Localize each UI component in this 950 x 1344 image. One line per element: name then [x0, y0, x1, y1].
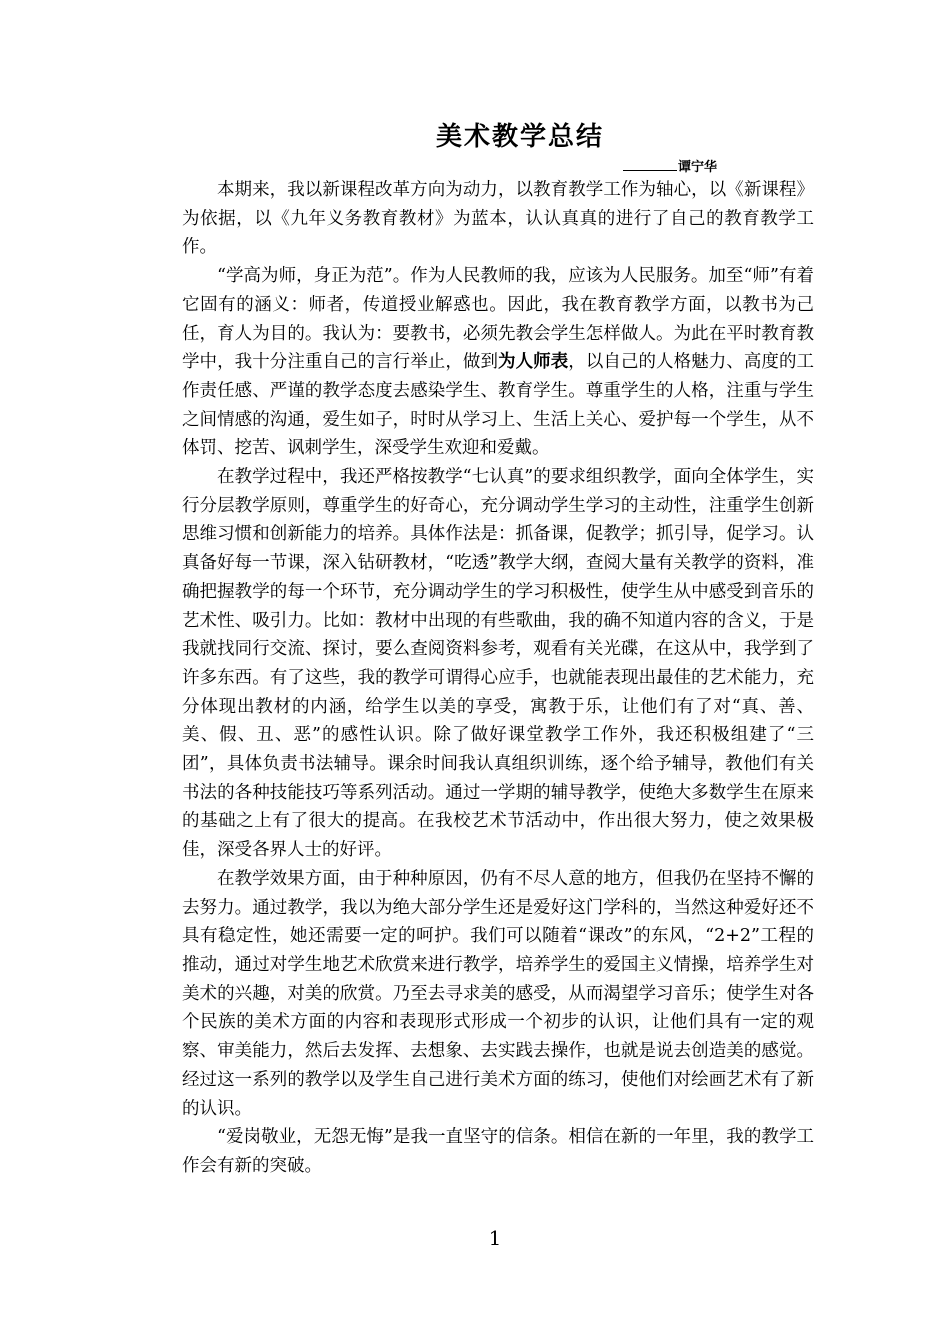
- page-number: 1: [488, 1226, 502, 1250]
- paragraph-2-part-1: “学高为师，身正为范”。作为人民教师的我，应该为人民服务。加至“师”有着它固有的涵义：师者，传道授业解惑也。因此，我在教育教学方面，以教书为己任，育人为目的。我认为：要教书，必须先教会学生怎样做人。为此在平时教育教学中，我十分注重自己的言行举止，做到: [182, 266, 814, 373]
- paragraph-1: 本期来，我以新课程改革方向为动力，以教育教学工作为轴心，以《新课程》为依据，以《九年义务教育教材》为蓝本，认认真真的进行了自己的教育教学工作。: [182, 180, 814, 258]
- document-title: 美术教学总结: [435, 122, 604, 152]
- author-name: 谭宁华: [678, 160, 718, 175]
- paragraph-4: 在教学效果方面，由于种种原因，仍有不尽人意的地方，但我仍在坚持不懈的去努力。通过教学，我以为绝大部分学生还是爱好这门学科的，当然这种爱好还不具有稳定性，她还需要一定的呵护。我们可以随着“课改”的东风，“2+2”工程的推动，通过对学生地艺术欣赏来进行教学，培养学生的爱国主义情操，培养学生对美术的兴趣，对美的欣赏。乃至去寻求美的感受，从而渴望学习音乐；使学生对各个民族的美术方面的内容和表现形式形成一个初步的认识，让他们具有一定的观察、审美能力，然后去发挥、去想象、去实践去操作，也就是说去创造美的感觉。经过这一系列的教学以及学生自己进行美术方面的练习，使他们对绘画艺术有了新的认识。: [182, 868, 814, 1119]
- author-underline: [623, 170, 677, 171]
- paragraph-5: “爱岗敬业，无怨无悔”是我一直坚守的信条。相信在新的一年里，我的教学工作会有新的突破。: [182, 1127, 814, 1176]
- paragraph-2: [182, 262, 814, 463]
- author-line: [623, 156, 717, 175]
- document-body: [182, 176, 814, 1181]
- paragraph-2-part-2: ，以自己的人格魅力、高度的工作责任感、严谨的教学态度去感染学生、教育学生。尊重学生的人格，注重与学生之间情感的沟通，爱生如子，时时从学习上、生活上关心、爱护每一个学生，从不体罚、挖苦、讽刺学生，深受学生欢迎和爱戴。: [182, 352, 815, 459]
- paragraph-3: 在教学过程中，我还严格按教学“七认真”的要求组织教学，面向全体学生，实行分层教学原则，尊重学生的好奇心，充分调动学生学习的主动性，注重学生创新思维习惯和创新能力的培养。具体作法是：抓备课，促教学；抓引导，促学习。认真备好每一节课，深入钻研教材，“吃透”教学大纲，查阅大量有关教学的资料，准确把握教学的每一个环节，充分调动学生的学习积极性，使学生从中感受到音乐的艺术性、吸引力。比如：教材中出现的有些歌曲，我的确不知道内容的含义，于是我就找同行交流、探讨，要么查阅资料参考，观看有关光碟，在这从中，我学到了许多东西。有了这些，我的教学可谓得心应手，也就能表现出最佳的艺术能力，充分体现出教材的内涵，给学生以美的享受，寓教于乐，让他们有了对“真、善、美、假、丑、恶”的感性认识。除了做好课堂教学工作外，我还积极组建了“三团”，具体负责书法辅导。课余时间我认真组织训练，逐个给予辅导，教他们有关书法的各种技能技巧等系列活动。通过一学期的辅导教学，使绝大多数学生在原来的基础之上有了很大的提高。在我校艺术节活动中，作出很大努力，使之效果极佳，深受各界人士的好评。: [182, 467, 814, 861]
- bold-phrase: 为人师表: [498, 352, 569, 373]
